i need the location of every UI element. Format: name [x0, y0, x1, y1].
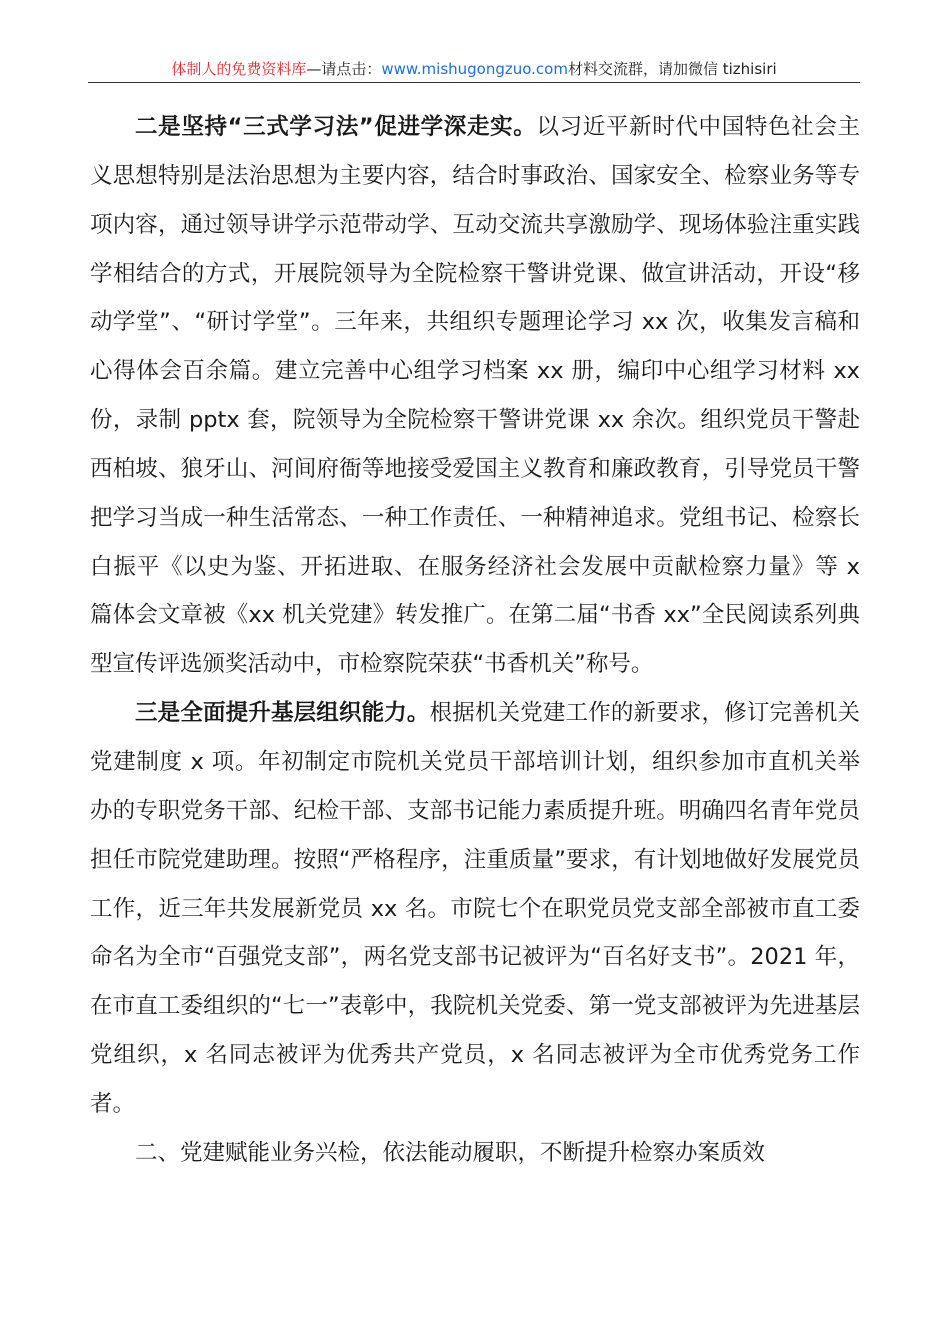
header-url-link[interactable]: www.mishugongzuo.com — [381, 60, 568, 78]
paragraph-organization — [90, 689, 860, 1129]
header-prompt: —请点击： — [306, 60, 382, 78]
section-heading — [90, 1129, 860, 1178]
header-site-name: 体制人的免费资料库 — [171, 60, 307, 78]
header-divider — [88, 82, 860, 83]
paragraph-study-method — [90, 103, 860, 689]
paragraph-text: 以习近平新时代中国特色社会主义思想特别是法治思想为主要内容，结合时事政治、国家安全、检察业务等专项内容，通过领导讲学示范带动学、互动交流共享激励学、现场体验注重实践学相结合的方式，开展院领导为全院检察干警讲党课、做宣讲活动，开设“移动学堂”、“研讨学堂”。三年来，共组织专题理论学习 xx 次，收集发言稿和心得体会百余篇。建立完善中心组学习档案 xx 册，编印中心组学习材料 xx 份，录制 pptx 套，院领导为全院检察干警讲党课 xx 余次。组织党员干警赴西柏坡、狼牙山、河间府衙等地接受爱国主义教育和廉政教育，引导党员干警把学习当成一种生活常态、一种工作责任、一种精神追求。党组书记、检察长白振平《以史为鉴、开拓进取、在服务经济社会发展中贡献检察力量》等 x 篇体会文章被《xx 机关党建》转发推广。在第二届“书香 xx”全民阅读系列典型宣传评选颁奖活动中，市检察院荣获“书香机关”称号。 — [90, 114, 860, 678]
paragraph-text: 二、党建赋能业务兴检，依法能动履职，不断提升检察办案质效 — [135, 1139, 766, 1166]
paragraph-lead: 二是坚持“三式学习法”促进学深走实。 — [135, 114, 537, 140]
header-note: 材料交流群，请加微信 tizhisiri — [567, 60, 777, 78]
paragraph-lead: 三是全面提升基层组织能力。 — [135, 700, 430, 727]
page-header — [88, 56, 860, 82]
document-body — [90, 103, 860, 1178]
paragraph-text: 根据机关党建工作的新要求，修订完善机关党建制度 x 项。年初制定市院机关党员干部培训计划，组织参加市直机关举办的专职党务干部、纪检干部、支部书记能力素质提升班。明确四名青年党员担任市院党建助理。按照“严格程序，注重质量”要求，有计划地做好发展党员工作，近三年共发展新党员 xx 名。市院七个在职党员党支部全部被市直工委命名为全市“百强党支部”，两名党支部书记被评为“百名好支书”。2021 年，在市直工委组织的“七一”表彰中，我院机关党委、第一党支部被评为先进基层党组织，x 名同志被评为优秀共产党员，x 名同志被评为全市优秀党务工作者。 — [90, 700, 860, 1117]
